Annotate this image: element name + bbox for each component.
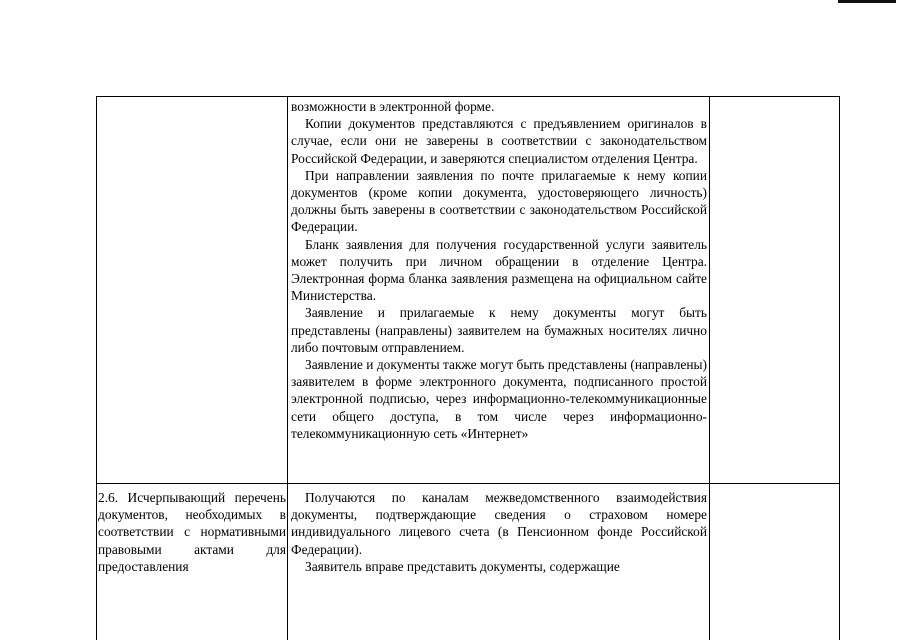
paragraph: Заявление и прилагаемые к нему документы могут быть представлены (направлены) заявителем на бумажных носителях лично либо почтовым отправлением. (291, 305, 707, 355)
paragraph: Заявитель вправе представить документы, содержащие (305, 558, 620, 574)
table-column-divider-2 (709, 96, 710, 640)
scan-edge-mark (838, 0, 896, 3)
row2-left-cell (98, 489, 286, 575)
section-heading-2-6: 2.6. Исчерпывающий перечень документов, необходимых в соответствии с нормативными правовыми актами для предоставления (98, 490, 286, 574)
table-border-right (839, 96, 840, 640)
document-table (96, 96, 840, 640)
row1-middle-cell (291, 98, 707, 442)
paragraph: Бланк заявления для получения государственной услуги заявитель может получить при личном обращении в отделение Центра. Электронная форма бланка заявления размещена на официальном сайте Министерства. (291, 236, 707, 304)
table-border-top (96, 96, 840, 97)
paragraph: Заявление и документы также могут быть представлены (направлены) заявителем в форме электронного документа, подписанного простой электронной подписью, через информационно-телекоммуникационные сети общего доступа, в том числе через информационно-телекоммуникационную сеть «Интернет» (291, 357, 707, 441)
table-border-left (96, 96, 97, 640)
paragraph: возможности в электронной форме. (291, 99, 495, 114)
table-row-divider (96, 483, 840, 484)
paragraph: При направлении заявления по почте прилагаемые к нему копии документов (кроме копии документа, удостоверяющего личность) должны быть заверены в соответствии с законодательством Российской Федерации. (291, 167, 707, 235)
paragraph: Копии документов представляются с предъявлением оригиналов в случае, если они не заверены в соответствии с законодательством Российской Федерации, и заверяются специалистом отделения Центра. (291, 116, 707, 166)
paragraph: Получаются по каналам межведомственного взаимодействия документы, подтверждающие сведения о страховом номере индивидуального лицевого счета (в Пенсионном фонде Российской Федерации). (291, 490, 707, 557)
row2-middle-cell (291, 489, 707, 575)
table-column-divider-1 (287, 96, 288, 640)
